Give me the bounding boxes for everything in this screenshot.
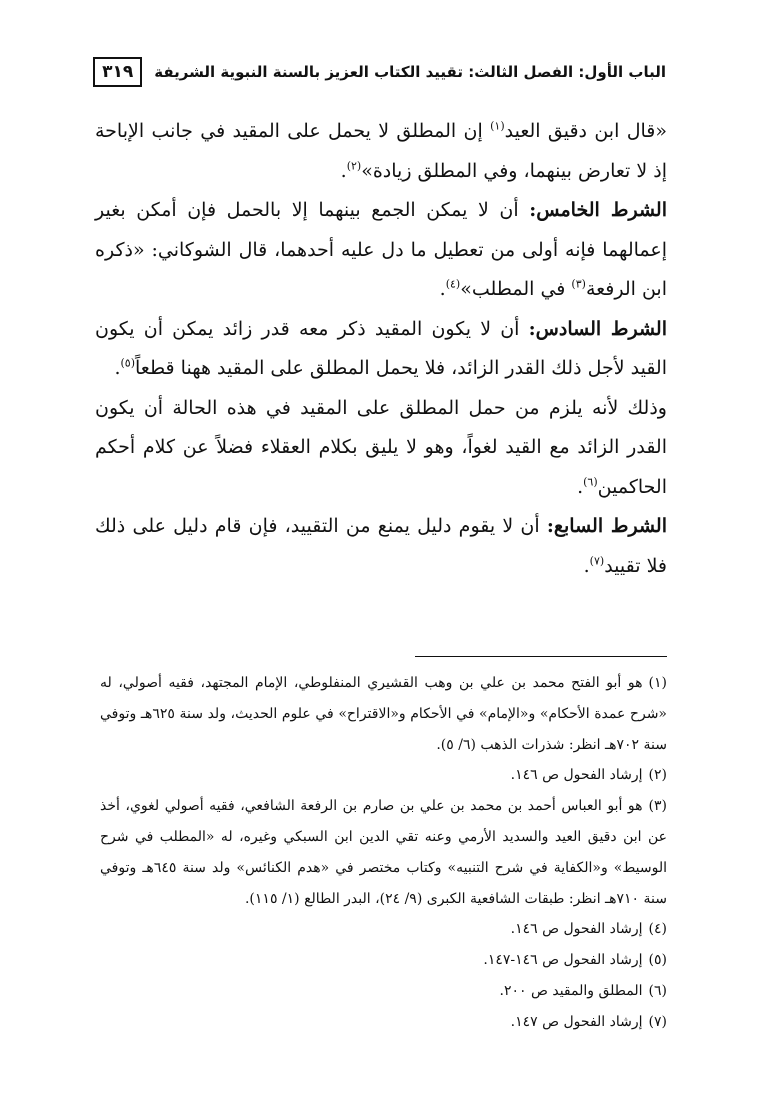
condition-term: الشرط السابع: [546,515,667,537]
footnote-number: (١) [648,675,667,691]
paragraph: الشرط السابع: أن لا يقوم دليل يمنع من التقييد، فإن قام دليل على ذلك فلا تقييد$^{(٧)}$. [95,515,667,577]
footnote-number: (٥) [648,952,667,969]
footnote-ref: (٣) [571,277,586,291]
paragraph: وذلك لأنه يلزم من حمل المطلق على المقيد في هذه الحالة أن يكون القدر الزائد مع القيد لغواً، وهو لا يليق بكلام العقلاء فضلاً عن كلام أحكم الحاكمين$^{(٦)}$. [95,396,667,498]
footnote [100,1007,667,1038]
page-number: ٣١٩ [93,57,142,87]
footnote-text: إرشاد الفحول ص ١٤٦-١٤٧. [483,952,643,969]
footnote [100,976,667,1007]
footnote [100,914,667,945]
footnotes [100,668,667,1038]
footnote [100,760,667,791]
running-header [96,52,666,92]
footnote [100,791,667,914]
footnote-separator [415,656,667,657]
footnote-ref: (٦) [583,475,598,489]
footnote [100,668,667,760]
footnote-text: إرشاد الفحول ص ١٤٧. [510,1013,643,1030]
paragraph: الشرط الخامس: أن لا يمكن الجمع بينهما إلا بالحمل فإن أمكن بغير إعمالهما فإنه أولى من تعطيل ما دل عليه أحدهما، قال الشوكاني: «ذكره ابن الرفعة$^{(٣)}$ في المطلب»$^{(٤)}$. [95,199,667,300]
footnote [100,945,667,976]
footnote-number: (٧) [648,1013,667,1030]
footnote-text: إرشاد الفحول ص ١٤٦. [510,921,643,938]
main-text [95,112,667,586]
footnote-ref: (٥) [120,356,136,370]
footnote-number: (٢) [648,767,667,784]
footnote-text: المطلق والمقيد ص ٢٠٠. [499,982,643,999]
paragraph: الشرط السادس: أن لا يكون المقيد ذكر معه قدر زائد يمكن أن يكون القيد لأجل ذلك القدر الزائد، فلا يحمل المطلق على المقيد ههنا قطعاً$^{(٥)}$. [95,317,667,379]
footnote-ref: (٢) [346,159,362,173]
footnote-ref: (٧) [589,554,605,568]
running-header-title: الباب الأول: الفصل الثالث: تقييد الكتاب العزيز بالسنة النبوية الشريفة [154,63,666,81]
footnote-number: (٣) [648,798,667,815]
footnote-number: (٦) [648,982,667,999]
footnote-text: إرشاد الفحول ص ١٤٦. [510,767,643,784]
footnote-ref: (١) [490,119,505,133]
paragraph: «قال ابن دقيق العيد$^{(١)}$ إن المطلق لا يحمل على المقيد في جانب الإباحة إذ لا تعارض بينهما، وفي المطلق زيادة»$^{(٢)}$. [95,119,667,182]
footnote-number: (٤) [648,921,667,938]
footnote-text: هو أبو الفتح محمد بن علي بن وهب القشيري المنفلوطي، الإمام المجتهد، فقيه أصولي، له «شرح عمدة الأحكام» و«الإمام» في الأحكام و«الاقتراح» في علوم الحديث، ولد سنة ٦٢٥هـ وتوفي سنة ٧٠٢هـ انظر: شذرات الذهب (٦/ ٥). [100,675,667,753]
footnote-ref: (٤) [445,277,461,291]
footnote-text: هو أبو العباس أحمد بن محمد بن علي بن صارم بن الرفعة الشافعي، فقيه أصولي لغوي، أخذ عن ابن دقيق العيد والسديد الأرمي وعنه تقي الدين ابن السبكي وغيره، له «المطلب في شرح الوسيط» و«الكفاية في شرح التنبيه» وكتاب مختصر في «هدم الكنائس» ولد سنة ٦٤٥هـ وتوفي سنة ٧١٠هـ انظر: طبقات الشافعية الكبرى (٩/ ٢٤)، البدر الطالع (١/ ١١٥). [100,798,667,907]
condition-term: الشرط الخامس: [529,199,667,221]
condition-term: الشرط السادس: [528,317,667,340]
